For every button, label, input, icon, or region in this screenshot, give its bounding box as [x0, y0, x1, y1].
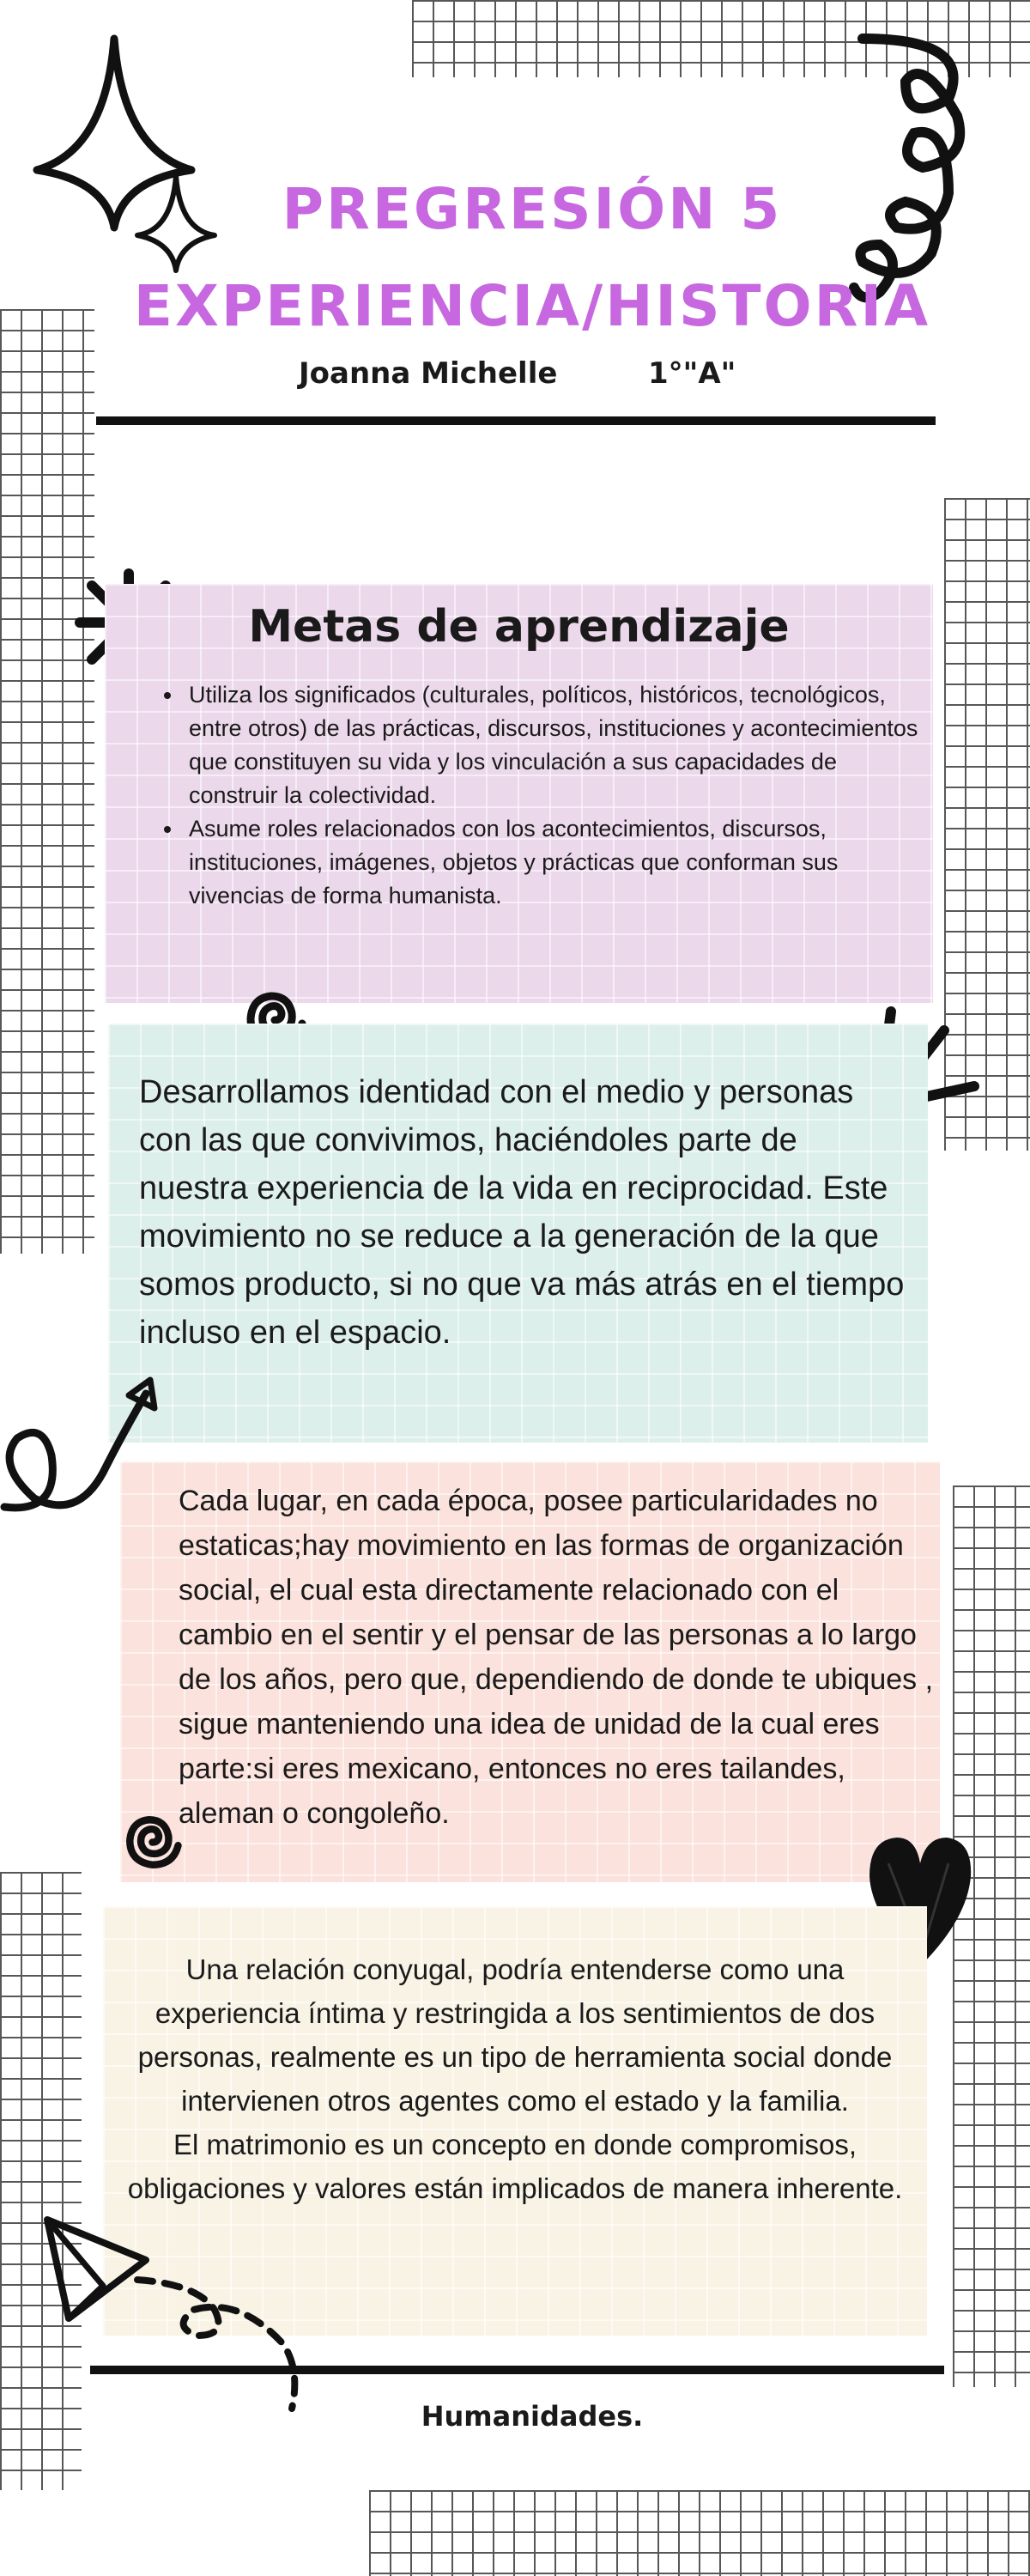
learning-goals-card [105, 584, 933, 1003]
grid-decoration-left-upper [0, 309, 94, 1254]
learning-goal-item: • Utiliza los significados (culturales, políticos, históricos, tecnológicos, entre otros) de las prácticas, discursos, instituciones y acontecimientos que constituyen su vida y los vinculación a sus capacidades de construir la colectividad. [184, 678, 922, 812]
marriage-text-line-1: Una relación conyugal, podría entenderse como una experiencia íntima y restringida a los sentimientos de dos personas, realmente es un tipo de herramienta social donde intervienen otros agentes como el estado y la familia. [137, 1953, 893, 2117]
spiral-icon [120, 1810, 185, 1874]
grid-decoration-bottom [369, 2490, 1030, 2576]
title-line-2: EXPERIENCIA/HISTORIA [133, 273, 931, 339]
learning-goal-item: • Asume roles relacionados con los acontecimientos, discursos, instituciones, imágenes, objetos y prácticas que conforman sus vivencias de forma humanista. [184, 812, 922, 913]
spring-doodle-icon [845, 30, 983, 305]
marriage-text [120, 1947, 910, 2210]
header-divider [96, 416, 936, 425]
places-text: Cada lugar, en cada época, posee particularidades no estaticas;hay movimiento en las formas de organización social, el cual esta directamente relacionado con el cambio en el sentir y el pensar de las personas a lo largo de los años, pero que, dependiendo de donde te ubiques , sigue manteniendo una idea de unidad de la cual eres parte:si eres mexicano, entonces no eres tailandes, aleman o congoleño. [179, 1485, 934, 1830]
paper-plane-icon [43, 2215, 300, 2413]
marriage-text-line-2: El matrimonio es un concepto en donde compromisos, obligaciones y valores están implicados de manera inherente. [127, 2129, 903, 2204]
subject-label: Humanidades. [421, 2400, 644, 2433]
identity-card [108, 1024, 928, 1443]
places-card [120, 1461, 940, 1882]
learning-goals-list [165, 678, 922, 913]
title-line-1: PREGRESIÓN 5 [282, 176, 783, 242]
student-name: Joanna Michelle [299, 356, 558, 391]
student-group: 1°"A" [648, 356, 736, 391]
identity-text: Desarrollamos identidad con el medio y personas con las que convivimos, haciéndoles parte de nuestra experiencia de la vida en reciprocidad. Este movimiento no se reduce a la generación de la que somos producto, si no que va más atrás en el tiempo incluso en el espacio. [139, 1074, 905, 1351]
learning-goals-title: Metas de aprendizaje [248, 601, 790, 653]
footer-divider [90, 2366, 944, 2374]
